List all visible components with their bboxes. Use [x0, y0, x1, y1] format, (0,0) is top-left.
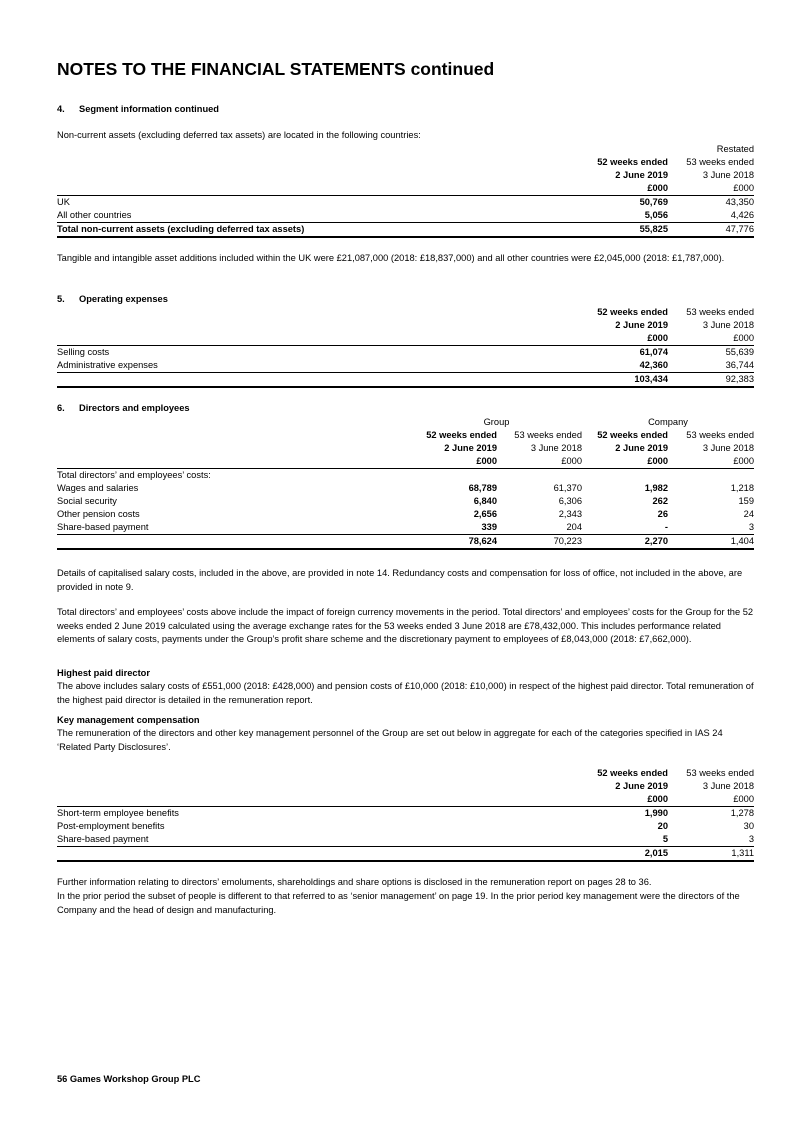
section-4-note: Tangible and intangible asset additions included within the UK were £21,087,000 (2018: £18,837,000) and all other countries were £2,045,000 (2018: £1,787,000). — [57, 253, 725, 263]
col-header: 52 weeks ended — [426, 430, 497, 440]
col-header: 2 June 2019 — [615, 320, 668, 330]
col-header: £000 — [668, 332, 754, 346]
col-header: £000 — [497, 455, 582, 469]
table-row: Other pension costs 2,656 2,343 26 24 — [57, 509, 754, 519]
col-header: £000 — [668, 455, 754, 469]
table-row: Share-based payment 5 3 — [57, 833, 754, 847]
key-management-table — [57, 767, 754, 862]
table-row: Administrative expenses 42,360 36,744 — [57, 359, 754, 373]
col-header: 2 June 2019 — [444, 443, 497, 453]
section-number: 4. — [57, 104, 65, 114]
col-header: £000 — [583, 182, 668, 196]
total-row: Total non-current assets (excluding deferred tax assets) 55,825 47,776 — [57, 223, 754, 238]
col-header: 2 June 2019 — [615, 443, 668, 453]
restated-label: Restated — [716, 144, 754, 154]
col-header: 52 weeks ended — [597, 157, 668, 167]
col-header: 2 June 2019 — [615, 170, 668, 180]
col-header: £000 — [583, 793, 668, 807]
col-header: 3 June 2018 — [702, 320, 754, 330]
section-5-heading — [57, 293, 754, 307]
section-6-para-2: Total directors’ and employees’ costs above include the impact of foreign currency movements in the period. Total directors’ and employees’ costs for the Group for the 52 weeks ended 2 June 2019 calculated using the average exchange rates for the 53 weeks ended 3 June 2018 are £78,432,000. This includes performance related elements of salary costs, payments under the Group’s profit share scheme and the discretionary payment to employees of £8,043,000 (2018: £7,662,000). — [57, 607, 754, 644]
col-header: 53 weeks ended — [686, 307, 754, 317]
col-header: 2 June 2019 — [615, 781, 668, 791]
section-6-para-1: Details of capitalised salary costs, included in the above, are provided in note 14. Redundancy costs and compensation for loss of office, not included in the above, are provided in note 9. — [57, 568, 743, 592]
table-row: Social security 6,840 6,306 262 159 — [57, 496, 754, 506]
col-header: £000 — [583, 332, 668, 346]
col-header: 3 June 2018 — [530, 443, 582, 453]
col-header: 53 weeks ended — [686, 430, 754, 440]
col-header: £000 — [582, 455, 668, 469]
section-4-heading — [57, 103, 754, 117]
section-6-heading — [57, 402, 754, 416]
col-header: 53 weeks ended — [686, 768, 754, 778]
col-header: 53 weeks ended — [686, 157, 754, 167]
col-header: 52 weeks ended — [597, 768, 668, 778]
final-note-1: Further information relating to directors’ emoluments, shareholdings and share options is disclosed in the remuneration report on pages 28 to 36. — [57, 877, 652, 887]
table-row: All other countries 5,056 4,426 — [57, 209, 754, 223]
group-label: Group — [483, 417, 510, 427]
total-row: 2,015 1,311 — [57, 847, 754, 862]
section-4-intro: Non-current assets (excluding deferred tax assets) are located in the following countries: — [57, 130, 421, 140]
table-row: Share-based payment 339 204 - 3 — [57, 521, 754, 535]
highest-paid-director-text: The above includes salary costs of £551,000 (2018: £428,000) and pension costs of £10,000 (2018: £10,000) in respect of the highest paid director. Total remuneration of the highest paid director is detailed in the remuneration report. — [57, 681, 754, 705]
total-row: 103,434 92,383 — [57, 373, 754, 388]
table-row: Wages and salaries 68,789 61,370 1,982 1,218 — [57, 483, 754, 493]
col-header: £000 — [668, 793, 754, 807]
directors-employees-table — [57, 416, 754, 550]
key-management-text: The remuneration of the directors and other key management personnel of the Group are set out below in aggregate for each of the categories specified in IAS 24 ‘Related Party Disclosures’. — [57, 728, 723, 752]
table-row: UK 50,769 43,350 — [57, 197, 754, 207]
page-footer: 56 Games Workshop Group PLC — [57, 1074, 201, 1084]
col-header: £000 — [411, 455, 497, 469]
page-title: NOTES TO THE FINANCIAL STATEMENTS continued — [57, 59, 495, 79]
segment-table — [57, 143, 754, 238]
col-header: 3 June 2018 — [702, 443, 754, 453]
col-header: 52 weeks ended — [597, 430, 668, 440]
total-row: 78,624 70,223 2,270 1,404 — [57, 535, 754, 550]
col-header: 53 weeks ended — [514, 430, 582, 440]
highest-paid-director-heading: Highest paid director — [57, 668, 150, 678]
table-row: Post-employment benefits 20 30 — [57, 821, 754, 831]
col-header: 3 June 2018 — [702, 781, 754, 791]
operating-expenses-table — [57, 306, 754, 388]
key-management-heading: Key management compensation — [57, 715, 200, 725]
section-title: Directors and employees — [79, 403, 190, 413]
section-number: 6. — [57, 403, 65, 413]
section-title: Operating expenses — [79, 294, 168, 304]
col-header: £000 — [668, 182, 754, 196]
section-title: Segment information continued — [79, 104, 219, 114]
table-row: Selling costs 61,074 55,639 — [57, 347, 754, 357]
final-note-2: In the prior period the subset of people is different to that referred to as ‘senior management’ on page 19. In the prior period key management were the directors of the Company and the head of design and manufacturing. — [57, 891, 740, 915]
table-row: Short-term employee benefits 1,990 1,278 — [57, 808, 754, 818]
company-label: Company — [648, 417, 688, 427]
col-header: 52 weeks ended — [597, 307, 668, 317]
col-header: 3 June 2018 — [702, 170, 754, 180]
section-number: 5. — [57, 294, 65, 304]
table-subhead: Total directors’ and employees’ costs: — [57, 470, 211, 480]
